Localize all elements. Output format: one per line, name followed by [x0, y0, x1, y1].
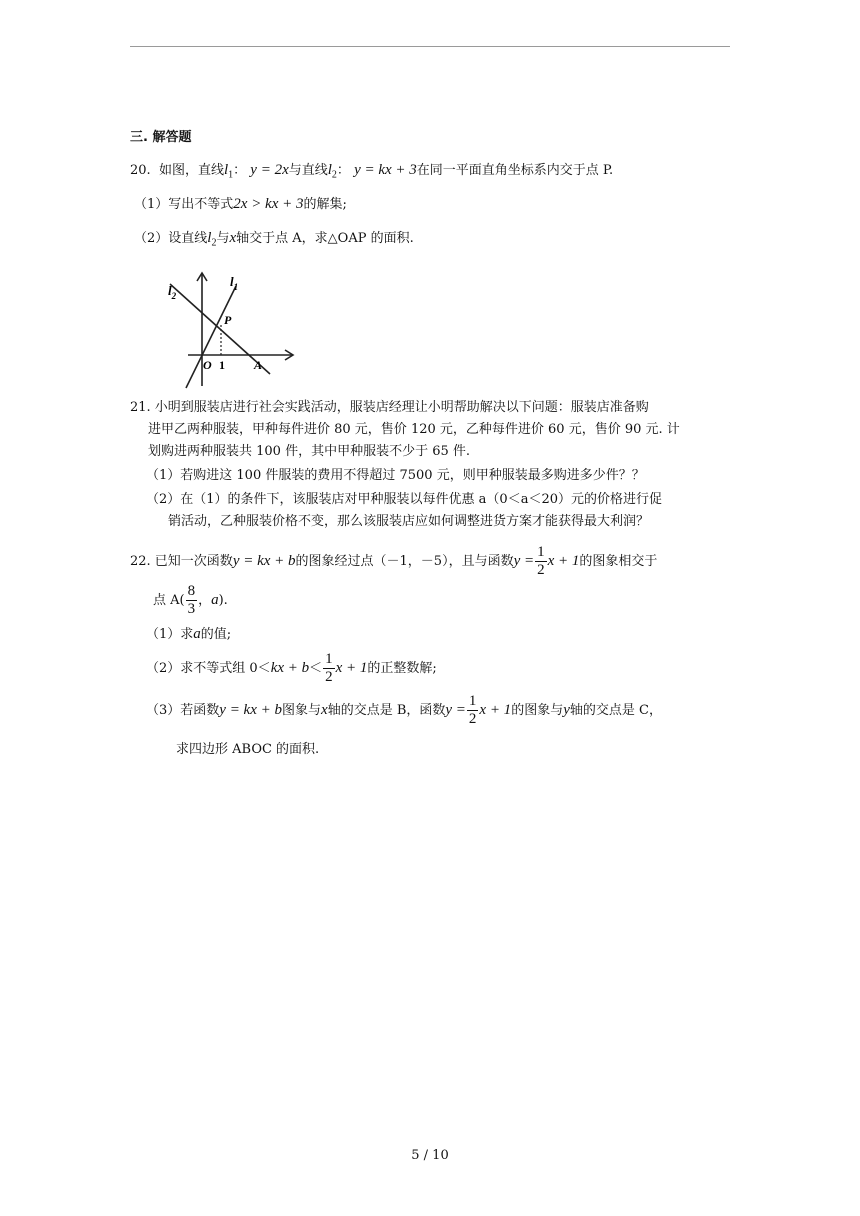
q20-figure — [160, 268, 310, 392]
label-A: A — [254, 358, 263, 372]
label-O: O — [203, 358, 212, 372]
q22-stem-line1: 22. 已知一次函数y = kx + b的图象经过点（－1，－5），且与函数y = $\frac{1}{2}$ x + 1的图象相交于 — [130, 544, 658, 578]
q21-part2-line1: （2）在（1）的条件下，该服装店对甲种服装以每件优惠 a（0＜a＜20）元的价格进行促 — [146, 492, 662, 507]
label-l1: $l_1$ — [230, 274, 239, 292]
q21-line-2: 进甲乙两种服装，甲种每件进价 80 元，售价 120 元，乙种每件进价 60 元，售价 90 元. 计 — [148, 422, 680, 437]
q21-part2-line2: 销活动，乙种服装价格不变，那么该服装店应如何调整进货方案才能获得最大利润？ — [168, 514, 650, 529]
q22-eq-linear: y = kx + b — [232, 553, 296, 569]
label-1: 1 — [219, 358, 225, 372]
q20-eq-l2: y = kx + 3 — [354, 162, 417, 178]
q20-part2: （2）设直线$l_2$与x轴交于点 A，求△OAP 的面积. — [134, 230, 414, 249]
page-number: 5 / 10 — [411, 1148, 449, 1163]
q21-part1: （1）若购进这 100 件服装的费用不得超过 7500 元，则甲种服装最多购进多少件？？ — [146, 468, 645, 483]
section-title: 三. 解答题 — [130, 130, 192, 145]
q21-line-1: 21. 小明到服装店进行社会实践活动，服装店经理让小明帮助解决以下问题：服装店准备购 — [130, 400, 649, 415]
q22-part1: （1）求a的值; — [146, 626, 232, 642]
q22-part2: （2）求不等式组 0＜kx + b＜ $\frac{1}{2}$ x + 1的正整数解; — [146, 651, 437, 685]
q22-part3-line2: 求四边形 ABOC 的面积. — [176, 742, 320, 757]
q20-eq-l1: y = 2x — [250, 162, 289, 178]
q22-fraction-half: $\frac{1}{2}$ — [537, 544, 545, 578]
q22-stem-line2: 点 A( $\frac{8}{3}$ ，a). — [153, 583, 228, 617]
q22-part3: （3）若函数y = kx + b图象与x轴的交点是 B，函数y = $\frac{1}{2}$ x + 1的图象与y轴的交点是 C， — [146, 693, 662, 727]
q22-fraction-8-3: $\frac{8}{3}$ — [187, 583, 196, 617]
q20-inequality: 2x > kx + 3 — [233, 196, 304, 212]
header-rule — [130, 46, 730, 47]
q20-stem: 20. 如图，直线$l_1$： y = 2x与直线$l_2$： y = kx + 3在同一平面直角坐标系内交于点 P. — [130, 162, 614, 181]
label-l2: $l_2$ — [168, 283, 177, 301]
label-P: P — [224, 313, 232, 327]
q20-number: 20. — [130, 163, 151, 178]
q20-part1: （1）写出不等式2x > kx + 3的解集; — [134, 196, 347, 212]
q21-line-3: 划购进两种服装共 100 件，其中甲种服装不少于 65 件. — [148, 444, 471, 459]
